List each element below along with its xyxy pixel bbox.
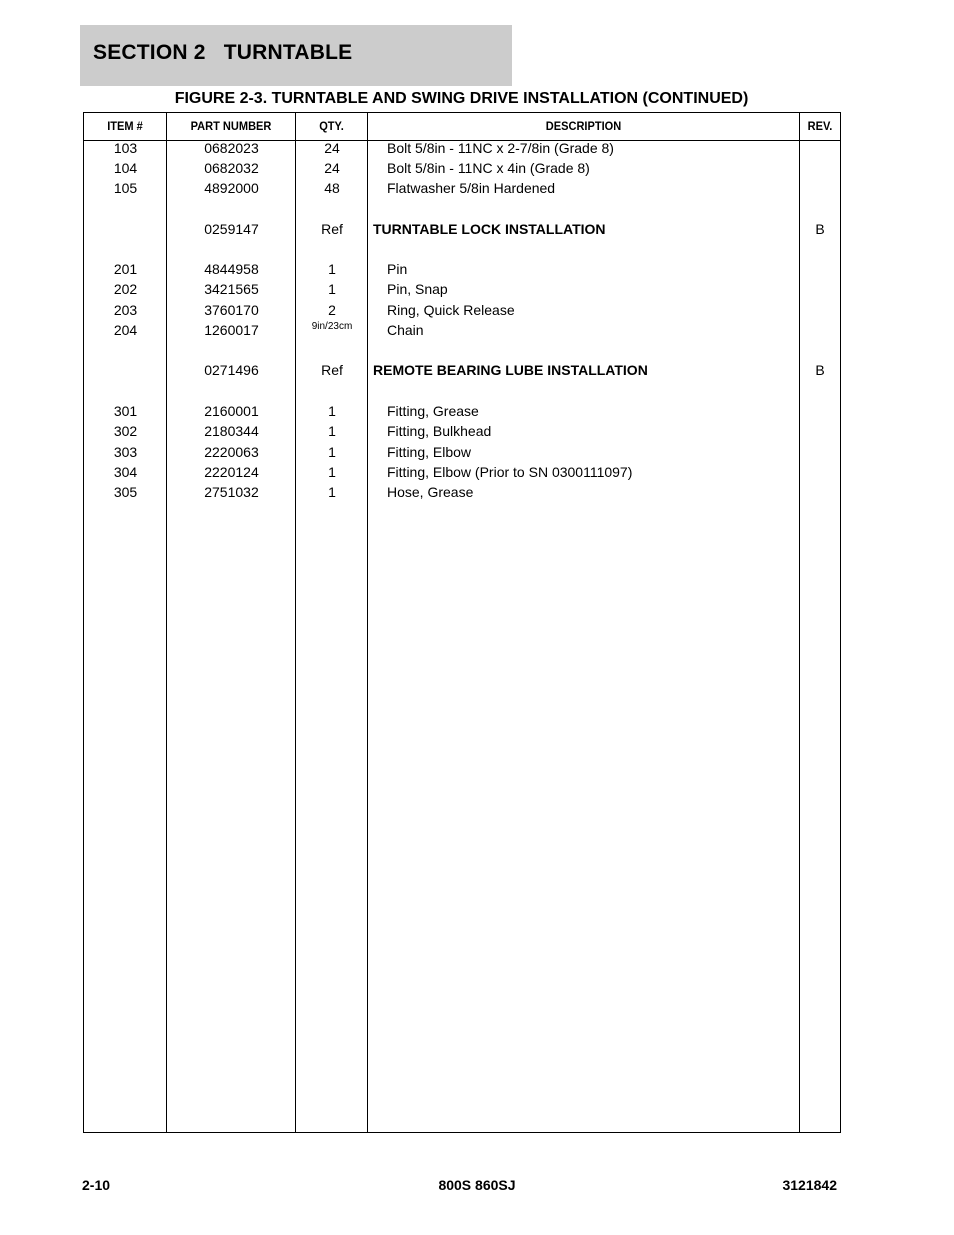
item-number: 103 <box>113 140 138 156</box>
header-part-number: PART NUMBER <box>190 119 272 133</box>
part-number: 3421565 <box>204 281 259 297</box>
quantity: 1 <box>328 484 336 500</box>
quantity: 2 <box>328 302 336 318</box>
table-row <box>84 138 840 158</box>
description: Fitting, Elbow <box>387 444 472 460</box>
part-number: 0271496 <box>204 362 259 378</box>
table-row <box>84 401 840 421</box>
part-number: 3760170 <box>204 302 259 318</box>
quantity: 1 <box>328 464 336 480</box>
document-number: 3121842 <box>782 1177 837 1193</box>
description: Fitting, Grease <box>387 403 479 419</box>
quantity: 1 <box>328 423 336 439</box>
quantity: Ref <box>321 221 343 237</box>
page-number: 2-10 <box>82 1177 111 1193</box>
model-name: 800S 860SJ <box>438 1177 516 1193</box>
item-number: 302 <box>113 423 138 439</box>
part-number: 2220063 <box>204 444 259 460</box>
section-title: SECTION 2 TURNTABLE <box>93 41 353 64</box>
table-row <box>84 442 840 462</box>
item-number: 105 <box>113 180 138 196</box>
table-row <box>84 158 840 178</box>
item-number: 204 <box>113 322 138 338</box>
table-row <box>84 421 840 441</box>
description: REMOTE BEARING LUBE INSTALLATION <box>373 362 648 378</box>
part-number: 4844958 <box>204 261 259 277</box>
description: Fitting, Bulkhead <box>387 423 492 439</box>
table-row <box>84 259 840 279</box>
part-number: 0682023 <box>204 140 259 156</box>
item-number: 304 <box>113 464 138 480</box>
quantity: 1 <box>328 444 336 460</box>
part-number: 0682032 <box>204 160 259 176</box>
quantity: 1 <box>328 281 336 297</box>
table-row <box>84 462 840 482</box>
item-number: 104 <box>113 160 138 176</box>
table-row <box>84 300 840 320</box>
header-rev: REV. <box>807 119 833 133</box>
item-number: 203 <box>113 302 138 318</box>
table-row <box>84 320 840 340</box>
quantity: 1 <box>328 403 336 419</box>
part-number: 2160001 <box>204 403 259 419</box>
description: Bolt 5/8in - 11NC x 2-7/8in (Grade 8) <box>387 140 614 156</box>
description: TURNTABLE LOCK INSTALLATION <box>373 221 606 237</box>
item-number: 301 <box>113 403 138 419</box>
revision: B <box>815 362 825 378</box>
item-number: 201 <box>113 261 138 277</box>
item-number: 303 <box>113 444 138 460</box>
quantity: 1 <box>328 261 336 277</box>
revision: B <box>815 221 825 237</box>
description: Fitting, Elbow (Prior to SN 0300111097) <box>387 464 633 480</box>
table-row <box>84 279 840 299</box>
table-row <box>84 482 840 502</box>
item-number: 305 <box>113 484 138 500</box>
description: Chain <box>387 322 424 338</box>
item-number: 202 <box>113 281 138 297</box>
description: Flatwasher 5/8in Hardened <box>387 180 556 196</box>
header-qty: QTY. <box>319 119 344 133</box>
description: Ring, Quick Release <box>387 302 515 318</box>
table-row <box>84 219 840 239</box>
description: Pin <box>387 261 408 277</box>
quantity: Ref <box>321 362 343 378</box>
quantity: 48 <box>324 180 340 196</box>
part-number: 2220124 <box>204 464 259 480</box>
part-number: 2751032 <box>204 484 259 500</box>
quantity: 24 <box>324 160 340 176</box>
section-banner <box>80 25 512 86</box>
figure-title: FIGURE 2-3. TURNTABLE AND SWING DRIVE INSTALLATION (CONTINUED) <box>174 90 749 107</box>
part-number: 2180344 <box>204 423 259 439</box>
part-number: 1260017 <box>204 322 259 338</box>
header-item: ITEM # <box>107 119 143 133</box>
description: Hose, Grease <box>387 484 474 500</box>
quantity: 9in/23cm <box>311 321 353 332</box>
header-description: DESCRIPTION <box>545 119 622 133</box>
parts-table <box>83 112 841 1133</box>
table-row <box>84 360 840 380</box>
description: Pin, Snap <box>387 281 448 297</box>
quantity: 24 <box>324 140 340 156</box>
table-row <box>84 178 840 198</box>
part-number: 0259147 <box>204 221 259 237</box>
description: Bolt 5/8in - 11NC x 4in (Grade 8) <box>387 160 590 176</box>
part-number: 4892000 <box>204 180 259 196</box>
